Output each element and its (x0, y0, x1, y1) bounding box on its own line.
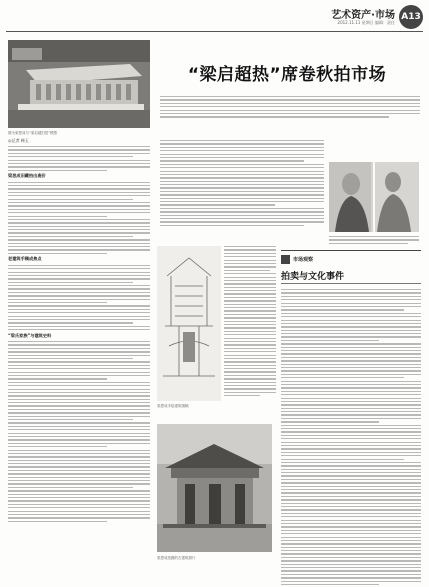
article-subhead: 梁思成旧藏拍出高价 (8, 173, 46, 179)
architectural-sketch-image (157, 246, 221, 401)
article-subhead: 老建筑手稿成焦点 (8, 256, 42, 262)
section-title: 艺术资产·市场 (331, 10, 395, 21)
sidebar-body (281, 289, 421, 587)
sketch-caption: 梁思成手绘建筑图稿 (157, 404, 189, 408)
issue-date: 2012.11.11 星期日 编辑：责任 (337, 20, 395, 25)
sidebar-tag-label: 市场观察 (293, 257, 314, 263)
page-number-badge: A13 (399, 5, 423, 29)
square-icon (281, 255, 290, 264)
article-title: “梁启超热”席卷秋拍市场 (187, 65, 387, 85)
article-body-right-top (329, 236, 419, 246)
sidebar-tag (281, 255, 313, 264)
sidebar-title: 拍卖与文化事件 (281, 272, 345, 282)
photo-caption: 图为梁思成与“梁启超旧居”模型 (8, 131, 58, 135)
article-lede (160, 96, 420, 120)
article-body-middle (160, 140, 324, 228)
ancient-temple-photo (157, 424, 272, 552)
liang-portrait-photo (329, 162, 419, 232)
article-body-left (8, 138, 150, 524)
article-body-center (224, 246, 276, 399)
sidebar-rule (281, 283, 421, 284)
article-subhead: “梁氏家族”与建筑史料 (8, 332, 52, 338)
temple-caption: 梁思成拍摄的古建筑照片 (157, 556, 196, 560)
author-byline: ◎记者 韩玉 (8, 138, 29, 143)
sidebar-box (281, 250, 421, 569)
header-rule (6, 31, 423, 32)
architectural-model-photo (8, 40, 150, 128)
